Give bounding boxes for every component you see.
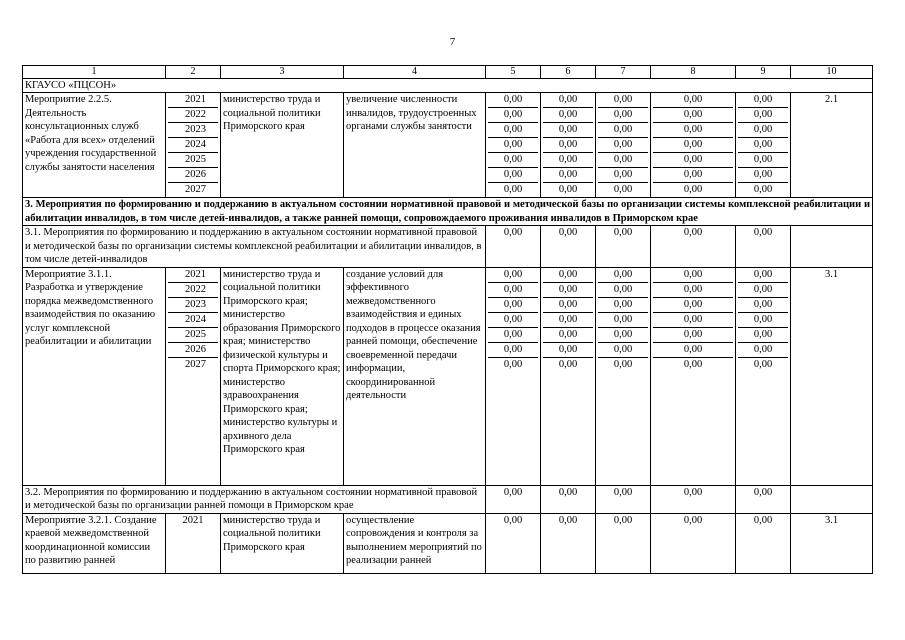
value-cell: 0,00 (738, 283, 788, 298)
value-cell: 0,00 (683, 184, 703, 195)
measure-title: Мероприятие 3.1.1. Разработка и утверждение порядка межведомственного взаимодействия по оказанию услуг комплексной реабилитации и абилитации (23, 267, 166, 485)
result-cell: создание условий для эффективного межведомственного взаимодействия и единых подходов в процессе оказания ранней помощи, обеспечение своевременной передачи информации, скоординированной деятельности (344, 267, 486, 485)
value-cell: 0,00 (488, 108, 538, 123)
value-col-6 (541, 267, 596, 485)
value-cell: 0,00 (488, 93, 538, 108)
header-row (23, 66, 873, 79)
value-col-9 (736, 267, 791, 485)
value-cell: 0,00 (488, 268, 538, 283)
value-cell: 0,00 (738, 313, 788, 328)
year-value: 2027 (185, 358, 206, 370)
value-cell: 0,00 (738, 343, 788, 358)
value-cell: 0,00 (613, 358, 633, 370)
result-cell: увеличение численности инвалидов, трудоустроенных органами службы занятости (344, 93, 486, 198)
year-value: 2022 (168, 283, 218, 298)
value-cell: 0,00 (653, 328, 733, 343)
value-cell: 0,00 (543, 328, 593, 343)
value-cell: 0,00 (543, 108, 593, 123)
value-cell: 0,00 (653, 283, 733, 298)
value-cell: 0,00 (558, 358, 578, 370)
value-cell: 0,00 (596, 513, 651, 573)
year-value: 2026 (168, 343, 218, 358)
value-cell: 0,00 (598, 283, 648, 298)
value-cell: 0,00 (598, 108, 648, 123)
value-col-5 (486, 93, 541, 198)
years-cell (166, 93, 221, 198)
value-cell: 0,00 (738, 123, 788, 138)
page-number: 7 (449, 36, 456, 48)
value-cell: 0,00 (613, 184, 633, 195)
executor-cell: министерство труда и социальной политики Приморского края; министерство образования Приморского края; министерство физической культуры и спорта Приморского края; министерство здравоохранения Приморского края; министерство культуры и архивного дела Приморского края (221, 267, 344, 485)
executor-cell: министерство труда и социальной политики Приморского края (221, 513, 344, 573)
year-value: 2021 (168, 93, 218, 108)
subsection-row-3-1 (23, 226, 873, 268)
value-cell: 0,00 (503, 358, 523, 370)
value-col-7 (596, 93, 651, 198)
header-cell: 4 (344, 66, 486, 79)
value-cell: 0,00 (486, 485, 541, 513)
value-cell: 0,00 (541, 485, 596, 513)
executor-cell: министерство труда и социальной политики Приморского края (221, 93, 344, 198)
year-value: 2023 (168, 123, 218, 138)
value-cell: 0,00 (541, 513, 596, 573)
subsection-row-3-2 (23, 485, 873, 513)
value-cell: 0,00 (598, 153, 648, 168)
value-col-7 (596, 267, 651, 485)
org-name: КГАУСО «ПЦСОН» (23, 79, 873, 93)
year-value: 2026 (168, 168, 218, 183)
ref-cell: 3.1 (791, 513, 873, 573)
value-cell: 0,00 (651, 513, 736, 573)
value-cell: 0,00 (653, 93, 733, 108)
value-cell: 0,00 (488, 153, 538, 168)
header-cell: 8 (651, 66, 736, 79)
value-cell: 0,00 (543, 153, 593, 168)
value-cell: 0,00 (488, 123, 538, 138)
ref-cell: 3.1 (791, 267, 873, 485)
value-cell: 0,00 (543, 343, 593, 358)
value-col-9 (736, 93, 791, 198)
year-value: 2023 (168, 298, 218, 313)
value-cell: 0,00 (488, 343, 538, 358)
value-col-6 (541, 93, 596, 198)
value-cell: 0,00 (596, 226, 651, 268)
value-cell: 0,00 (558, 184, 578, 195)
value-cell: 0,00 (486, 513, 541, 573)
value-cell: 0,00 (543, 313, 593, 328)
value-cell: 0,00 (543, 123, 593, 138)
value-cell: 0,00 (543, 283, 593, 298)
value-cell: 0,00 (653, 108, 733, 123)
value-cell: 0,00 (653, 123, 733, 138)
value-cell: 0,00 (543, 93, 593, 108)
measure-title: Мероприятие 2.2.5. Деятельность консультационных служб «Работа для всех» отделений учреждения государственной службы занятости населения (23, 93, 166, 198)
value-cell: 0,00 (543, 268, 593, 283)
value-cell: 0,00 (736, 226, 791, 268)
value-cell: 0,00 (598, 268, 648, 283)
value-cell: 0,00 (598, 343, 648, 358)
value-cell: 0,00 (651, 485, 736, 513)
section-3-heading: 3. Мероприятия по формированию и поддержанию в актуальном состоянии нормативной правовой и методической базы по организации системы комплексной реабилитации и абилитации инвалидов, в том числе детей-инвалидов, а также ранней помощи, сопровождаемого проживания инвалидов в Приморском крае (23, 198, 873, 226)
subsection-3-2-title: 3.2. Мероприятия по формированию и поддержанию в актуальном состоянии нормативной правовой и методической базы по организации ранней помощи в Приморском крае (23, 485, 486, 513)
header-cell: 10 (791, 66, 873, 79)
value-cell: 0,00 (598, 328, 648, 343)
result-cell: осуществление сопровождения и контроля за выполнением мероприятий по реализации ранней (344, 513, 486, 573)
value-cell: 0,00 (753, 358, 773, 370)
value-cell: 0,00 (738, 108, 788, 123)
value-cell: 0,00 (738, 93, 788, 108)
value-cell: 0,00 (598, 93, 648, 108)
value-cell: 0,00 (488, 283, 538, 298)
value-cell: 0,00 (488, 328, 538, 343)
value-cell: 0,00 (736, 513, 791, 573)
header-cell: 3 (221, 66, 344, 79)
value-cell: 0,00 (598, 123, 648, 138)
value-cell: 0,00 (738, 268, 788, 283)
value-cell: 0,00 (683, 358, 703, 370)
section-row (23, 198, 873, 226)
value-cell: 0,00 (598, 298, 648, 313)
value-cell: 0,00 (541, 226, 596, 268)
ref-cell-empty (791, 485, 873, 513)
value-cell: 0,00 (651, 226, 736, 268)
value-cell: 0,00 (653, 268, 733, 283)
value-col-5 (486, 267, 541, 485)
measure-title: Мероприятие 3.2.1. Создание краевой межведомственной координационной комиссии по развитию ранней (23, 513, 166, 573)
value-cell: 0,00 (653, 298, 733, 313)
value-cell: 0,00 (598, 138, 648, 153)
value-cell: 0,00 (653, 153, 733, 168)
year-value: 2025 (168, 153, 218, 168)
value-cell: 0,00 (653, 168, 733, 183)
measures-table (22, 65, 873, 574)
header-cell: 9 (736, 66, 791, 79)
org-row (23, 79, 873, 93)
value-cell: 0,00 (543, 168, 593, 183)
value-cell: 0,00 (738, 153, 788, 168)
value-cell: 0,00 (738, 168, 788, 183)
header-cell: 7 (596, 66, 651, 79)
value-cell: 0,00 (488, 298, 538, 313)
year-value: 2024 (168, 138, 218, 153)
measure-row-3-2-1 (23, 513, 873, 573)
value-cell: 0,00 (598, 313, 648, 328)
value-cell: 0,00 (738, 328, 788, 343)
value-cell: 0,00 (488, 313, 538, 328)
ref-cell-empty (791, 226, 873, 268)
header-cell: 2 (166, 66, 221, 79)
year-cell: 2021 (166, 513, 221, 573)
subsection-3-1-title: 3.1. Мероприятия по формированию и поддержанию в актуальном состоянии нормативной правовой и методической базы по организации системы комплексной реабилитации и абилитации инвалидов, в том числе детей-инвалидов (23, 226, 486, 268)
value-cell: 0,00 (653, 313, 733, 328)
value-cell: 0,00 (738, 138, 788, 153)
year-value: 2024 (168, 313, 218, 328)
value-cell: 0,00 (543, 298, 593, 313)
value-cell: 0,00 (753, 184, 773, 195)
value-cell: 0,00 (738, 298, 788, 313)
year-value: 2021 (168, 268, 218, 283)
measure-row-2-2-5 (23, 93, 873, 198)
value-cell: 0,00 (486, 226, 541, 268)
year-value: 2027 (185, 184, 206, 195)
value-cell: 0,00 (653, 138, 733, 153)
header-cell: 6 (541, 66, 596, 79)
year-value: 2025 (168, 328, 218, 343)
header-cell: 5 (486, 66, 541, 79)
value-cell: 0,00 (736, 485, 791, 513)
header-cell: 1 (23, 66, 166, 79)
value-cell: 0,00 (488, 168, 538, 183)
value-cell: 0,00 (503, 184, 523, 195)
value-col-8 (651, 93, 736, 198)
value-cell: 0,00 (596, 485, 651, 513)
value-cell: 0,00 (488, 138, 538, 153)
years-cell (166, 267, 221, 485)
measure-row-3-1-1 (23, 267, 873, 485)
ref-cell: 2.1 (791, 93, 873, 198)
value-cell: 0,00 (543, 138, 593, 153)
value-col-8 (651, 267, 736, 485)
year-value: 2022 (168, 108, 218, 123)
value-cell: 0,00 (598, 168, 648, 183)
value-cell: 0,00 (653, 343, 733, 358)
